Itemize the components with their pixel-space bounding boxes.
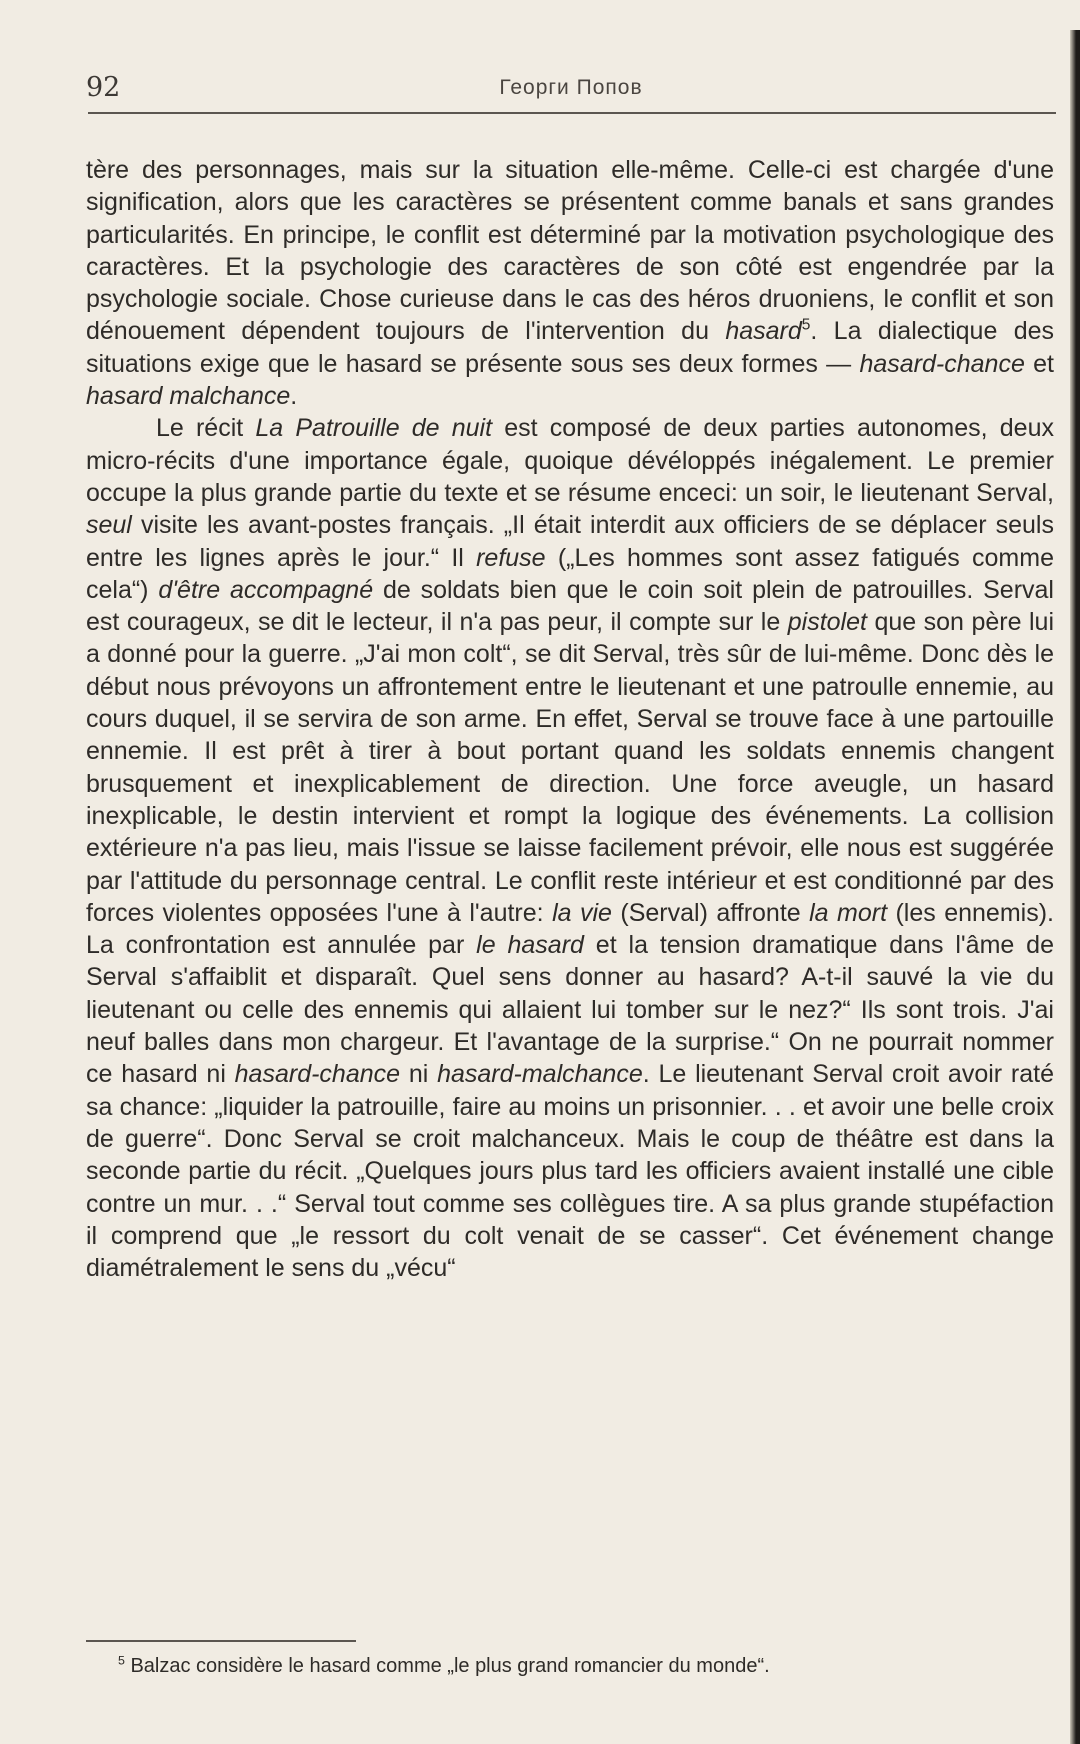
emphasis: pistolet [787,608,867,637]
footnote-rule [86,1640,356,1642]
emphasis: hasard [725,317,802,346]
emphasis: le hasard [476,931,584,960]
page-header [86,72,1056,108]
emphasis: hasard-chance [234,1060,401,1089]
emphasis: hasard-chance [859,349,1025,378]
footnote-ref[interactable]: 5 [801,317,811,335]
footnote [118,1652,1058,1680]
paragraph-1: tère des personnages, mais sur la situation elle-même. Celle-ci est chargée d'une signification, alors que les caractères se présentent comme banals et sans grandes particularités. En principe, le conflit est déterminé par la motivation psychologique des caractères. Et la psychologie des caractères de son côté est engendrée par la psychologie sociale. Chose curieuse dans le cas des héros druoniens, le conflit et son dénouement dépendent toujours de l'intervention du hasard$^5$. La dialectique des situations exige que le hasard se présente sous ses deux formes — hasard-chance et hasard malchance. [86,156,1055,411]
header-rule [88,112,1056,114]
body-text [86,154,1054,1284]
emphasis: seul [86,511,132,540]
emphasis: la vie [552,898,612,927]
running-head: Георги Попов [499,76,643,99]
emphasis: La Patrouille de nuit [255,414,493,443]
footnote-text: Balzac considère le hasard comme „le plus grand romancier du monde“. [124,1655,770,1677]
paragraph-2: Le récit La Patrouille de nuit est composé de deux parties autonomes, deux micro-récits d'une importance égale, quoique dévéloppés inégalement. Le premier occupe la plus grande partie du texte et se résume enceci: un soir, le lieutenant Serval, seul visite les avant-postes français. „Il était interdit aux officiers de se déplacer seuls entre les lignes après le jour.“ Il refuse („Les hommes sont assez fatigués comme cela“) d'être accompagné de soldats bien que le coin soit plein de patrouilles. Serval est courageux, se dit le lecteur, il n'a pas peur, il compte sur le pistolet que son père lui a donné pour la guerre. „J'ai mon colt“, se dit Serval, très sûr de lui-même. Donc dès le début nous prévoyons un affrontement entre le lieutenant et une patroulle ennemie, au cours duquel, il se servira de son arme. En effet, Serval se trouve face à une partouille ennemie. Il est prêt à tirer à bout portant quand les soldats ennemis changent brusquement et inexplicablement de direction. Une force aveugle, un hasard inexplicable, le destin intervient et rompt la logique des événements. La collision extérieure n'a pas lieu, mais l'issue se laisse facilement prévoir, elle nous est suggérée par l'attitude du personnage central. Le conflit reste intérieur et est conditionné par des forces violentes opposées l'une à l'autre: la vie (Serval) affronte la mort (les ennemis). La confrontation est annulée par le hasard et la tension dramatique dans l'âme de Serval s'affaiblit et disparaît. Quel sens donner au hasard? A-t-il sauvé la vie du lieutenant ou celle des ennemis qui allaient lui tomber sur le nez?“ Ils sont trois. J'ai neuf balles dans mon chargeur. Et l'avantage de la surprise.“ On ne pourrait nommer ce hasard ni hasard-chance ni hasard-malchance. Le lieutenant Serval croit avoir raté sa chance: „liquider la patrouille, faire au moins un prisonnier. . . et avoir une belle croix de guerre“. Donc Serval se croit malchanceux. Mais le coup de théâtre est dans la seconde partie du récit. „Quelques jours plus tard les officiers avaient installé une cible contre un mur. . .“ Serval tout comme ses collègues tire. A sa plus grande stupéfaction il comprend que „le ressort du colt venait de se casser“. Cet événement change diamétralement le sens du „vécu“ [86,414,1055,1283]
footnote-number: 5 [118,1653,125,1668]
binding-edge [1070,30,1080,1744]
emphasis: hasard malchance [86,382,291,411]
emphasis: la mort [809,898,888,927]
emphasis: d'être accompagné [158,575,374,604]
emphasis: refuse [476,543,546,572]
page-number: 92 [86,72,121,103]
emphasis: hasard-malchance [437,1060,643,1089]
